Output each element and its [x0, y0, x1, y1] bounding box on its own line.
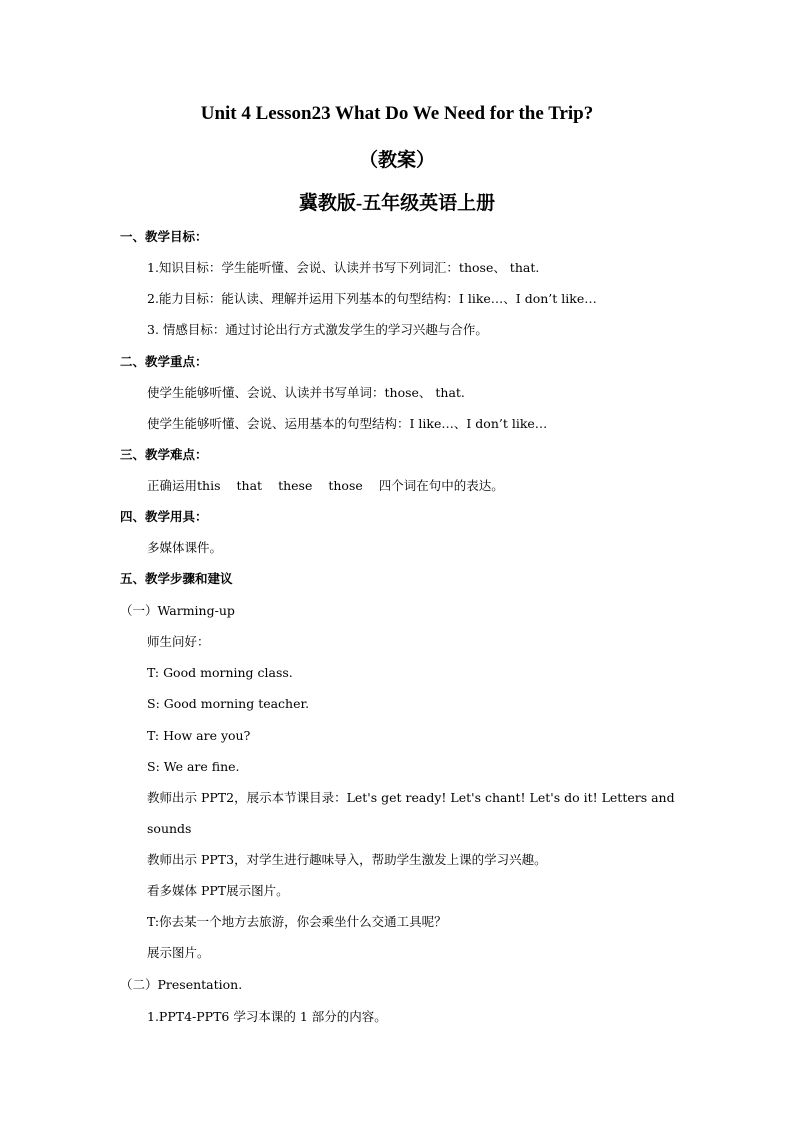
difficulty-part: 四个词在句中的表达。	[378, 478, 504, 493]
warmup-line: sounds	[147, 821, 192, 836]
objective-knowledge: 1.知识目标：学生能听懂、会说、认读并书写下列词汇：those、 that.	[147, 260, 540, 275]
difficulty-text	[147, 477, 504, 495]
warmup-line: 师生问好：	[147, 634, 210, 649]
section-heading-difficulties: 三、教学难点：	[120, 447, 208, 462]
warmup-line: T: Good morning class.	[147, 665, 293, 680]
key-point-1: 使学生能够听懂、会说、认读并书写单词：those、 that.	[147, 385, 465, 400]
difficulty-word: those	[328, 478, 363, 493]
section-heading-key-points: 二、教学重点：	[120, 354, 208, 369]
step-warmup-label: （一）Warming-up	[120, 603, 235, 618]
warmup-line: S: We are fine.	[147, 759, 240, 774]
difficulty-word: that	[236, 478, 263, 493]
section-heading-steps: 五、教学步骤和建议	[120, 571, 233, 586]
warmup-line: 教师出示 PPT2，展示本节课目录：Let's get ready! Let's chant! Let's do it! Letters and	[147, 790, 675, 805]
doc-subtitle-type: （教案）	[358, 150, 435, 171]
warmup-line: T:你去某一个地方去旅游，你会乘坐什么交通工具呢？	[147, 914, 447, 929]
doc-subtitle-edition: 冀教版-五年级英语上册	[298, 193, 496, 214]
warmup-line: 教师出示 PPT3，对学生进行趣味导入，帮助学生激发上课的学习兴趣。	[147, 852, 547, 867]
difficulty-word: these	[278, 478, 313, 493]
tools-text: 多媒体课件。	[147, 540, 223, 555]
presentation-line: 1.PPT4-PPT6 学习本课的 1 部分的内容。	[147, 1009, 387, 1024]
warmup-line: T: How are you?	[147, 728, 251, 743]
warmup-line: S: Good morning teacher.	[147, 696, 310, 711]
objective-ability: 2.能力目标：能认读、理解并运用下列基本的句型结构：I like…、I don’t like…	[147, 291, 597, 306]
difficulty-part: 正确运用this	[147, 478, 221, 493]
step-presentation-label: （二）Presentation.	[120, 977, 243, 992]
key-point-2: 使学生能够听懂、会说、运用基本的句型结构：I like…、I don’t like…	[147, 416, 548, 431]
doc-title: Unit 4 Lesson23 What Do We Need for the Trip?	[200, 103, 594, 124]
warmup-line: 展示图片。	[147, 945, 210, 960]
warmup-line: 看多媒体 PPT展示图片。	[147, 883, 289, 898]
section-heading-tools: 四、教学用具：	[120, 509, 208, 524]
section-heading-objectives: 一、教学目标：	[120, 229, 208, 244]
objective-emotion: 3. 情感目标：通过讨论出行方式激发学生的学习兴趣与合作。	[147, 322, 488, 337]
